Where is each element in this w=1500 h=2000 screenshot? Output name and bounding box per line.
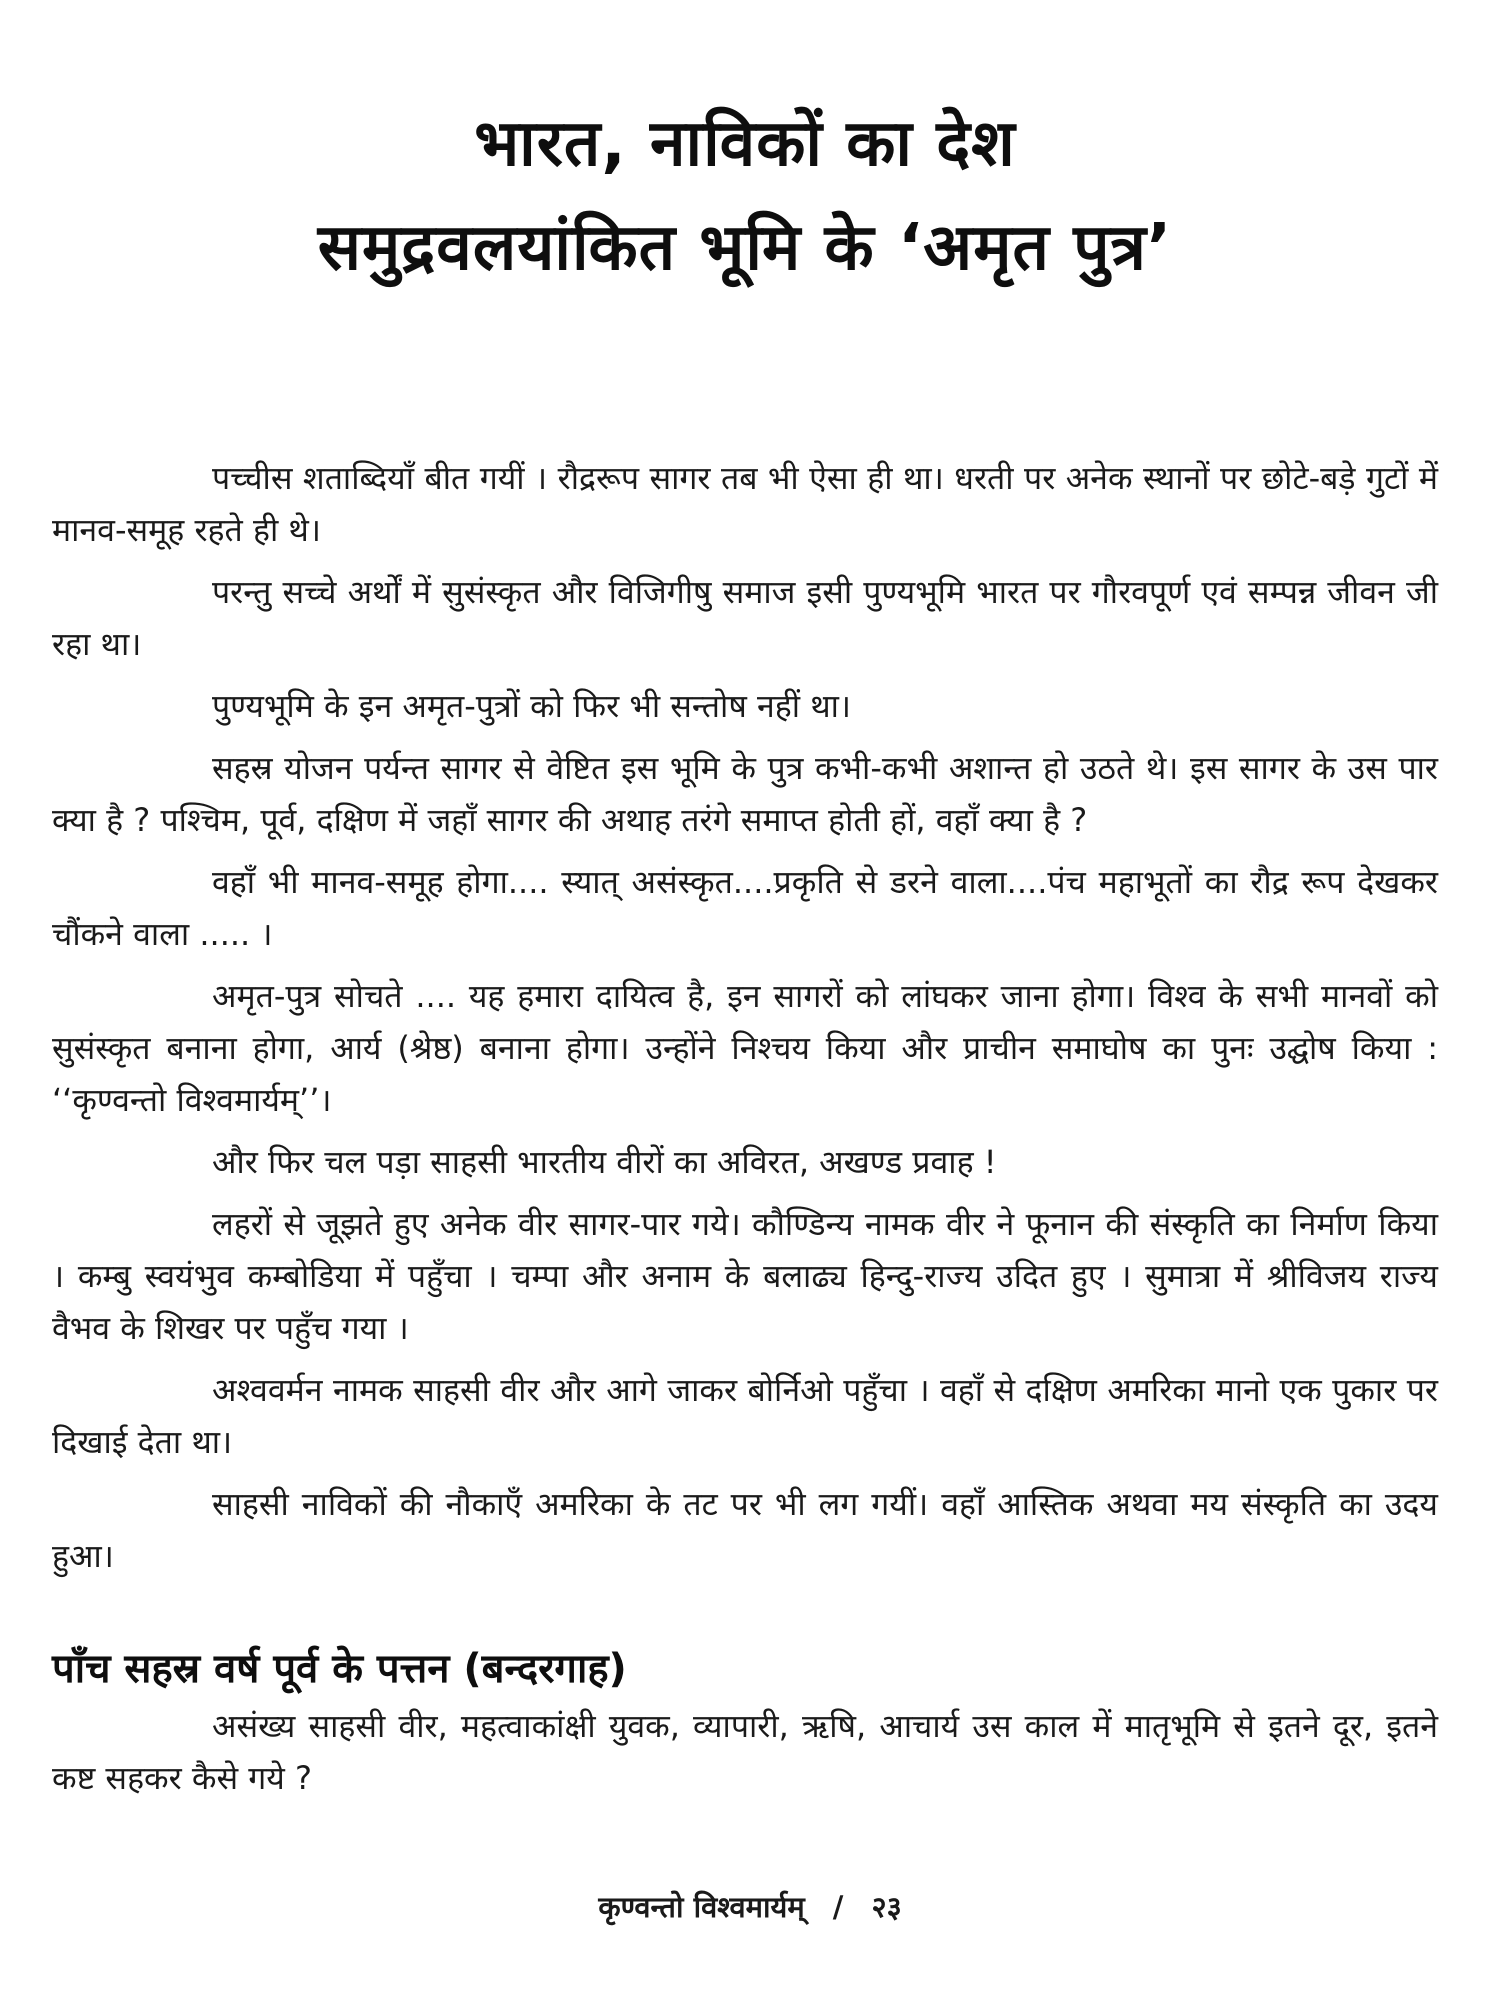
paragraph: सहस्र योजन पर्यन्त सागर से वेष्टित इस भूमि के पुत्र कभी-कभी अशान्त हो उठते थे। इस सागर के उस पार क्या है ? पश्चिम, पूर्व, दक्षिण में जहाँ सागर की अथाह तरंगे समाप्त होती हों, वहाँ क्या है ? — [52, 749, 1438, 839]
body-text — [52, 452, 1438, 1804]
paragraph: साहसी नाविकों की नौकाएँ अमरिका के तट पर भी लग गयीं। वहाँ आस्तिक अथवा मय संस्कृति का उदय हुआ। — [52, 1485, 1438, 1575]
paragraph: वहाँ भी मानव-समूह होगा.... स्यात् असंस्कृत....प्रकृति से डरने वाला....पंच महाभूतों का रौद्र रूप देखकर चौंकने वाला ..... । — [52, 863, 1438, 953]
page-number: २३ — [871, 1890, 902, 1924]
paragraph: परन्तु सच्चे अर्थों में सुसंस्कृत और विजिगीषु समाज इसी पुण्यभूमि भारत पर गौरवपूर्ण एवं सम्पन्न जीवन जी रहा था। — [52, 573, 1438, 663]
paragraph: पच्चीस शताब्दियाँ बीत गयीं । रौद्ररूप सागर तब भी ऐसा ही था। धरती पर अनेक स्थानों पर छोटे-बड़े गुटों में मानव-समूह रहते ही थे। — [52, 459, 1438, 549]
section-heading: पाँच सहस्र वर्ष पूर्व के पत्तन (बन्दरगाह) — [52, 1646, 627, 1692]
title-line-2: समुद्रवलयांकित भूमि के ‘अमृत पुत्र’ — [317, 211, 1173, 285]
footer-separator: / — [832, 1890, 844, 1924]
paragraph: पुण्यभूमि के इन अमृत-पुत्रों को फिर भी सन्तोष नहीं था। — [212, 687, 852, 725]
footer-book-title: कृण्वन्तो विश्वमार्यम् — [598, 1890, 805, 1924]
paragraph: अश्ववर्मन नामक साहसी वीर और आगे जाकर बोर्निओ पहुँचा । वहाँ से दक्षिण अमरिका मानो एक पुकार पर दिखाई देता था। — [52, 1371, 1438, 1461]
paragraph: लहरों से जूझते हुए अनेक वीर सागर-पार गये। कौण्डिन्य नामक वीर ने फूनान की संस्कृति का निर्माण किया । कम्बु स्वयंभुव कम्बोडिया में पहुँचा । चम्पा और अनाम के बलाढ्य हिन्दु-राज्य उदित हुए । सुमात्रा में श्रीविजय राज्य वैभव के शिखर पर पहुँच गया । — [52, 1205, 1438, 1347]
paragraph: और फिर चल पड़ा साहसी भारतीय वीरों का अविरत, अखण्ड प्रवाह ! — [212, 1143, 997, 1181]
page-footer — [0, 1887, 1500, 1927]
title-line-1: भारत, नाविकों का देश — [474, 107, 1016, 181]
section-paragraph: असंख्य साहसी वीर, महत्वाकांक्षी युवक, व्यापारी, ऋषि, आचार्य उस काल में मातृभूमि से इतने दूर, इतने कष्ट सहकर कैसे गये ? — [52, 1707, 1438, 1797]
page-title — [52, 92, 1438, 300]
paragraph: अमृत-पुत्र सोचते .... यह हमारा दायित्व है, इन सागरों को लांघकर जाना होगा। विश्व के सभी मानवों को सुसंस्कृत बनाना होगा, आर्य (श्रेष्ठ) बनाना होगा। उन्होंने निश्चय किया और प्राचीन समाघोष का पुनः उद्घोष किया : ‘‘कृण्वन्तो विश्वमार्यम्’’। — [52, 977, 1438, 1119]
